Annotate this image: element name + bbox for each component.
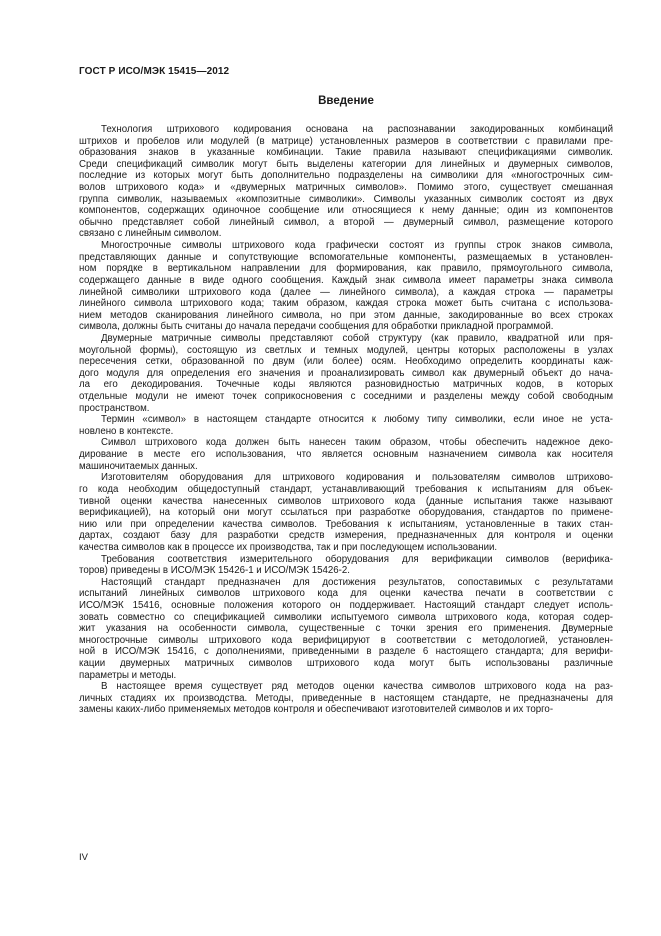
text-line: качества символов как в процессе их производства, так и при последующем использовании. xyxy=(79,541,498,553)
standard-header: ГОСТ Р ИСО/МЭК 15415—2012 xyxy=(79,66,230,77)
text-line: верификацией), на который они могут ссылаться при разработке оборудования, стандартов по примене- xyxy=(79,507,613,519)
text-line: испытаний линейных символов штрихового кода для оценки качества печати в соответствии с xyxy=(79,588,613,600)
document-body xyxy=(79,124,613,716)
text-line: Настоящий стандарт предназначен для достижения результатов, сопоставимых с результатами xyxy=(101,576,613,588)
text-line: Изготовителям оборудования для штрихового кодирования и пользователям символов штрихово- xyxy=(101,472,613,484)
paragraph xyxy=(79,554,613,577)
text-line: торов) приведены в ИСО/МЭК 15426-1 и ИСО/МЭК 15426-2. xyxy=(79,565,350,577)
section-title: Введение xyxy=(318,95,374,107)
paragraph xyxy=(79,414,613,437)
paragraph xyxy=(79,124,613,240)
text-line: последние из которых могут быть дополнительно подразделены на символики для «многострочных сим- xyxy=(79,170,613,182)
paragraph xyxy=(79,577,613,681)
text-line: ла его декодирования. Точечные коды являются разновидностью матричных кодов, в которых xyxy=(79,379,613,391)
text-line: Требования соответствия измерительного оборудования для верификации символов (верифика- xyxy=(101,553,613,565)
text-line: го кода необходим общедоступный стандарт, устанавливающий требования к испытаниям для объек- xyxy=(79,483,613,495)
text-line: символа, должны быть считаны до начала передачи сообщения для обработки прикладной программой. xyxy=(79,321,554,333)
text-line: Двумерные матричные символы представляют собой структуру (как правило, квадратной или пря- xyxy=(101,332,613,344)
paragraph xyxy=(79,472,613,553)
paragraph xyxy=(79,681,613,716)
text-line: моугольной формы), состоящую из светлых и темных модулей, центры которых расположены в узлах xyxy=(79,344,613,356)
text-line: новлено в контексте. xyxy=(79,425,174,437)
text-line: В настоящее время существует ряд методов оценки качества символов штрихового кода на раз- xyxy=(101,681,613,693)
text-line: группа символик, называемых «композитные символики». Символы указанных символик состоят из двух xyxy=(79,193,613,205)
text-line: пространством. xyxy=(79,402,150,414)
text-line: дого модуля для определения его значения и проанализировать символ как двумерный объект до нача- xyxy=(79,367,613,379)
text-line: тивной оценки качества нанесенных символов штрихового кода (данные испытания также называют xyxy=(79,495,613,507)
text-line: пересечения сетки, образованной по двум (или более) осям. Необходимо определить координаты каж- xyxy=(79,356,613,368)
text-line: параметры и методы. xyxy=(79,669,177,681)
text-line: Среди спецификаций символик могут быть выделены категории для линейных и двумерных символов, xyxy=(79,158,613,170)
text-line: ной в ИСО/МЭК 15416, с дополнениями, приведенными в разделе 6 настоящего стандарта; для верифи- xyxy=(79,646,613,658)
text-line: жит указания на особенности символа, существенные с точки зрения его применения. Двумерные xyxy=(79,623,613,635)
text-line: Многострочные символы штрихового кода графически состоят из группы строк знаков символа, xyxy=(101,240,613,252)
text-line: Символ штрихового кода должен быть нанесен таким образом, чтобы обеспечить надежное деко- xyxy=(101,437,613,449)
text-line: ИСО/МЭК 15416, основные положения которого он поддерживает. Настоящий стандарт следует исполь- xyxy=(79,599,613,611)
text-line: содержащего данные в виде одного сообщения. Каждый знак символа имеет параметры знака символа xyxy=(79,274,613,286)
text-line: нию или при определении качества символов. Требования к испытаниям, установленные в таких стан- xyxy=(79,518,613,530)
text-line: замены каких-либо применяемых методов контроля и обеспечивают изготовителей символов и их торго- xyxy=(79,704,554,716)
text-line: связано с линейным символом. xyxy=(79,228,222,240)
text-line: линейной символики штрихового кода (далее — линейного символа), а каждая строка — параметры xyxy=(79,286,613,298)
text-line: волов штрихового кода» и «двумерных матричных символов». Помимо этого, существует смешанная xyxy=(79,182,613,194)
text-line: личных стадиях их производства. Методы, приведенные в настоящем стандарте, не предназначены для xyxy=(79,692,613,704)
page-number: IV xyxy=(79,852,88,863)
text-line: представляющих данные и сопутствующие вспомогательные компоненты, размещаемых в установлен- xyxy=(79,251,613,263)
text-line: машиночитаемых данных. xyxy=(79,460,198,472)
paragraph xyxy=(79,437,613,472)
text-line: Термин «символ» в настоящем стандарте относится к любому типу символики, если иное не уста- xyxy=(101,414,613,426)
text-line: кации двумерных матричных символов штрихового кода могут быть использованы различные xyxy=(79,658,613,670)
text-line: нием методов сканирования линейного символа, но при этом данные, закодированные во всех строках xyxy=(79,309,613,321)
text-line: штрихов и пробелов или модулей (в матрице) установленных размеров в соответствии с правилами пре- xyxy=(79,135,613,147)
text-line: отдельные модули не имеют точек соприкосновения с соседними и разделены между собой свободным xyxy=(79,391,613,403)
text-line: линейного символа штрихового кода; таким образом, каждая строка может быть считана с использова- xyxy=(79,298,613,310)
text-line: многострочные символы штрихового кода верифицируют в соответствии с методологией, установлен- xyxy=(79,634,613,646)
text-line: дирование в месте его использования, что является основным назначением символа как носителя xyxy=(79,449,613,461)
text-line: дартах, создают базу для разработки средств измерения, предназначенных для контроля и оценки xyxy=(79,530,613,542)
paragraph xyxy=(79,240,613,333)
text-line: зовать совместно со спецификацией символики испытуемого символа штрихового кода, которая содер- xyxy=(79,611,613,623)
text-line: образования знаков в указанные комбинации. Такие правила называют спецификациями символик. xyxy=(79,147,613,159)
text-line: Технология штрихового кодирования основана на распознавании закодированных комбинаций xyxy=(101,124,613,135)
paragraph xyxy=(79,333,613,414)
text-line: обычно представляет собой линейный символ, а второй — двумерный символ, размещение которого xyxy=(79,216,613,228)
text-line: компонентов, содержащих одиночное сообщение или относящиеся к нему данные; один из компонентов xyxy=(79,205,613,217)
text-line: ном порядке в вертикальном направлении для формирования, как правило, прямоугольного символа, xyxy=(79,263,613,275)
